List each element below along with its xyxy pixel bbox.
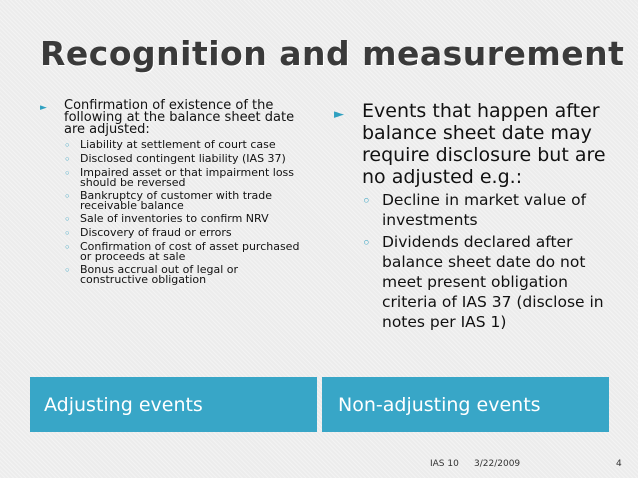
right-sub-list	[362, 190, 624, 332]
list-item: ◦ Discovery of fraud or errors	[64, 226, 232, 240]
list-item: ◦ Decline in market value of investments	[362, 191, 587, 229]
list-item: ◦ Bankruptcy of customer with trade receivable balance	[64, 189, 273, 212]
circle-bullet-icon: ◦	[64, 190, 71, 203]
footer-date: 3/22/2009	[474, 459, 521, 469]
left-main-bullet	[40, 100, 308, 136]
right-main-bullet	[334, 100, 624, 188]
list-item: ◦ Confirmation of cost of asset purchased or proceeds at sale	[64, 240, 300, 263]
page-number: 4	[616, 459, 622, 469]
list-item: ◦ Disclosed contingent liability (IAS 37)	[64, 152, 286, 166]
left-sub-list	[64, 140, 308, 285]
list-item: ◦ Dividends declared after balance sheet date do not meet present obligation criteria of IAS 37 (disclose in notes per IAS 1)	[362, 233, 604, 331]
footer-label: IAS 10	[430, 459, 459, 469]
circle-bullet-icon: ◦	[64, 167, 71, 180]
left-column	[40, 100, 308, 288]
circle-bullet-icon: ◦	[64, 264, 71, 277]
circle-bullet-icon: ◦	[64, 227, 71, 240]
list-item: ◦ Liability at settlement of court case	[64, 138, 276, 152]
adjusting-events-band: Adjusting events	[30, 377, 317, 432]
right-column	[334, 100, 624, 334]
circle-bullet-icon: ◦	[64, 213, 71, 226]
arrow-bullet-icon: ►	[334, 107, 344, 122]
left-main-text: Confirmation of existence of the following at the balance sheet date are adjusted:	[64, 98, 295, 137]
arrow-bullet-icon: ►	[40, 103, 47, 113]
circle-bullet-icon: ◦	[64, 139, 71, 152]
slide-title: Recognition and measurement	[40, 34, 625, 73]
right-main-text: Events that happen after balance sheet date may require disclosure but are no adjusted e.g.:	[362, 100, 606, 188]
circle-bullet-icon: ◦	[362, 192, 371, 210]
list-item: ◦ Sale of inventories to confirm NRV	[64, 212, 269, 226]
list-item: ◦ Impaired asset or that impairment loss should be reversed	[64, 166, 295, 189]
non-adjusting-events-band: Non-adjusting events	[322, 377, 609, 432]
list-item: ◦ Bonus accrual out of legal or constructive obligation	[64, 263, 239, 286]
circle-bullet-icon: ◦	[64, 241, 71, 254]
circle-bullet-icon: ◦	[362, 234, 371, 252]
circle-bullet-icon: ◦	[64, 153, 71, 166]
